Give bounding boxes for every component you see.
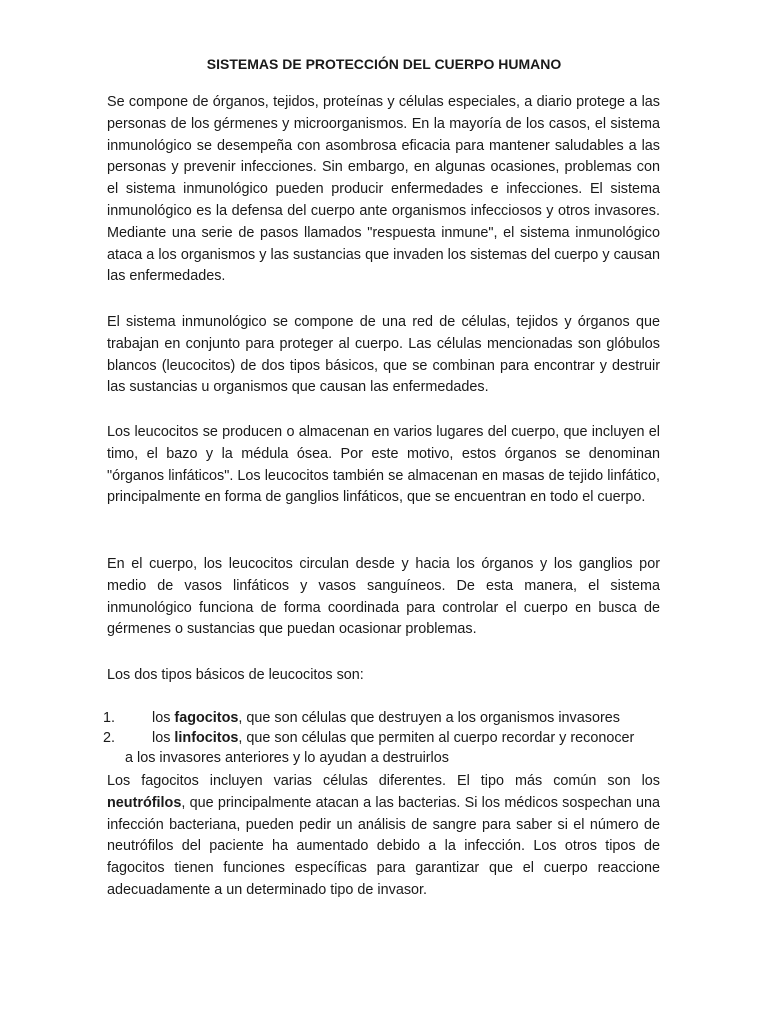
list-item: [0, 708, 768, 728]
paragraph-3: Los leucocitos se producen o almacenan en varios lugares del cuerpo, que incluyen el timo, el bazo y la médula ósea. Por este motivo, estos órganos se denominan "órganos linfáticos". Los leucocitos también se almacenan en masas de tejido linfático, principalmente en forma de ganglios linfáticos, que se encuentran en todo el cuerpo.: [107, 424, 660, 506]
list-number: 1.: [103, 710, 116, 726]
paragraph-6-bold: neutrófilos: [107, 794, 182, 811]
list-text-post: , que son células que destruyen a los organismos invasores: [238, 710, 620, 726]
list-number: 2.: [103, 730, 116, 746]
list-text: [152, 708, 620, 728]
list-text: [152, 728, 634, 748]
document-title: SISTEMAS DE PROTECCIÓN DEL CUERPO HUMANO: [206, 56, 562, 72]
list-text-post: , que son células que permiten al cuerpo recordar y reconocer: [238, 730, 635, 746]
list-text-bold: linfocitos: [174, 730, 239, 746]
list-text-pre: los: [152, 710, 175, 726]
list-item-continuation: a los invasores anteriores y lo ayudan a destruirlos: [125, 750, 449, 766]
paragraph-5: Los dos tipos básicos de leucocitos son:: [107, 667, 364, 683]
numbered-list: [0, 708, 768, 766]
paragraph-2: El sistema inmunológico se compone de una red de células, tejidos y órganos que trabajan en conjunto para proteger al cuerpo. Las células mencionadas son glóbulos blancos (leucocitos) de dos tipos básicos, que se combinan para encontrar y destruir las sustancias u organismos que causan las enfermedades.: [107, 314, 660, 396]
paragraph-1: Se compone de órganos, tejidos, proteínas y células especiales, a diario protege a las personas de los gérmenes y microorganismos. En la mayoría de los casos, el sistema inmunológico se desempeña con asombrosa eficacia para mantener saludables a las personas y prevenir infecciones. Sin embargo, en algunas ocasiones, problemas con el sistema inmunológico pueden producir enfermedades e infecciones. El sistema inmunológico es la defensa del cuerpo ante organismos infecciosos y otros invasores. Mediante una serie de pasos llamados "respuesta inmune", el sistema inmunológico ataca a los organismos y las sustancias que invaden los sistemas del cuerpo y causan las enfermedades.: [107, 94, 660, 285]
paragraph-6-post: , que principalmente atacan a las bacterias. Si los médicos sospechan una infección bacteriana, pueden pedir un análisis de sangre para saber si el número de neutrófilos del paciente ha aumentado debido a la infección. Los otros tipos de fagocitos tienen funciones específicas para garantizar que el cuerpo reaccione adecuadamente a un determinado tipo de invasor.: [107, 794, 660, 898]
list-text-pre: los: [152, 730, 175, 746]
paragraph-4: En el cuerpo, los leucocitos circulan desde y hacia los órganos y los ganglios por medio de vasos linfáticos y vasos sanguíneos. De esta manera, el sistema inmunológico funciona de forma coordinada para controlar el cuerpo en busca de gérmenes o sustancias que puedan ocasionar problemas.: [107, 556, 660, 638]
list-item: [0, 728, 768, 748]
paragraph-6: [107, 771, 660, 902]
list-text-bold: fagocitos: [174, 710, 239, 726]
paragraph-6-pre: Los fagocitos incluyen varias células diferentes. El tipo más común son los: [107, 773, 660, 789]
